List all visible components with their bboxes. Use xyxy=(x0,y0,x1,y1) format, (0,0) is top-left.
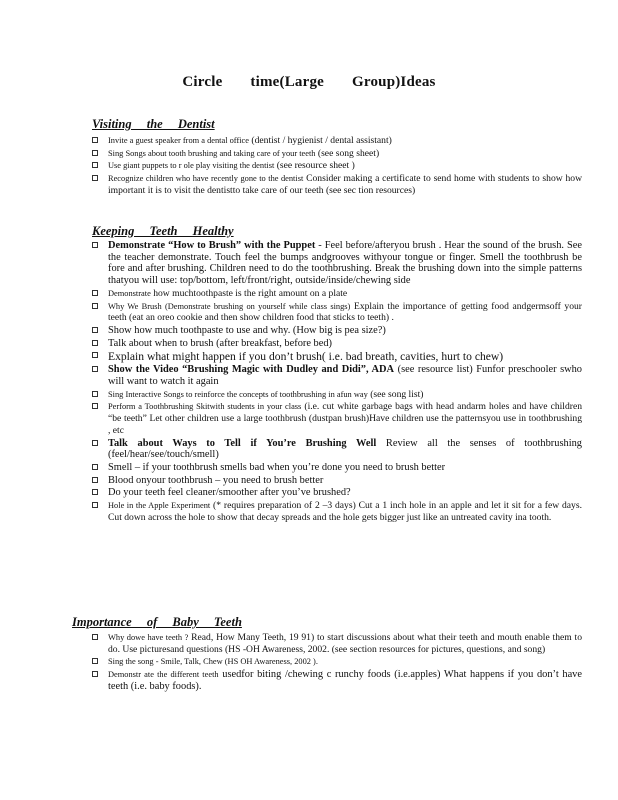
list-item: Show the Video “Brushing Magic with Dudley and Didi”, ADA (see resource list) Funfor preschooler swho will want to watch it again xyxy=(92,364,582,387)
checkbox-icon xyxy=(92,440,98,446)
list-item: Why We Brush (Demonstrate brushing on yourself while class sings) Explain the importance of getting food andgermsoff your teeth (eat an oreo cookie and then show children food that sticks to teeth) . xyxy=(92,301,582,324)
checkbox-icon xyxy=(92,502,98,508)
list-item: Demonstrate how muchtoothpaste is the right amount on a plate xyxy=(92,288,582,300)
checkbox-icon xyxy=(92,634,98,640)
list-visiting-dentist xyxy=(92,135,582,198)
checkbox-icon xyxy=(92,340,98,346)
checkbox-icon xyxy=(92,477,98,483)
checkbox-icon xyxy=(92,489,98,495)
checkbox-icon xyxy=(92,162,98,168)
list-item: Sing the song - Smile, Talk, Chew (HS OH Awareness, 2002 ). xyxy=(92,656,582,668)
section-heading-importance-baby-teeth: Importance of Baby Teeth xyxy=(72,615,242,629)
checkbox-icon xyxy=(92,175,98,181)
checkbox-icon xyxy=(92,303,98,309)
checkbox-icon xyxy=(92,403,98,409)
list-item: Blood onyour toothbrush – you need to brush better xyxy=(92,475,582,487)
checkbox-icon xyxy=(92,366,98,372)
checkbox-icon xyxy=(92,327,98,333)
list-keeping-teeth-healthy xyxy=(92,240,582,524)
list-item: Invite a guest speaker from a dental office (dentist / hygienist / dental assistant) xyxy=(92,135,582,147)
list-item: Perform a Toothbrushing Skitwith students in your class (i.e. cut white garbage bags with head andarm holes and have children “be teeth” Let other children use a large toothbrush (dustpan brush)Have children use the patternsyou use in toothbrushing , etc xyxy=(92,401,582,436)
list-item: Talk about Ways to Tell if You’re Brushing Well Review all the senses of toothbrushing (feel/hear/see/touch/smell) xyxy=(92,438,582,461)
list-item: Talk about when to brush (after breakfast, before bed) xyxy=(92,338,582,350)
list-item: Sing Songs about tooth brushing and taking care of your teeth (see song sheet) xyxy=(92,148,582,160)
checkbox-icon xyxy=(92,464,98,470)
checkbox-icon xyxy=(92,391,98,397)
list-item: Explain what might happen if you don’t brush( i.e. bad breath, cavities, hurt to chew) xyxy=(92,350,582,363)
list-item: Show how much toothpaste to use and why. (How big is pea size?) xyxy=(92,325,582,337)
list-item: Demonstrate “How to Brush” with the Puppet - Feel before/afteryou brush . Hear the sound of the brush. See the teacher demonstrate. Touch feel the bumps andgrooves withyour tongue or finger. Smell the toothbrush be fore and after brushing. Children need to do the toothbrushing. Break the brushing down into the simple patterns thatyou will use: top/bottom, left/front/right, outside/inside/chewing side xyxy=(92,240,582,287)
list-item: Recognize children who have recently gone to the dentist Consider making a certificate to send home with students to show how important it is to visit the dentistto take care of our teeth (see sec tion resources) xyxy=(92,173,582,196)
list-item: Use giant puppets to r ole play visiting the dentist (see resource sheet ) xyxy=(92,160,582,172)
checkbox-icon xyxy=(92,242,98,248)
list-item: Hole in the Apple Experiment (* requires preparation of 2 –3 days) Cut a 1 inch hole in an apple and let it sit for a few days. Cut down across the hole to show that decay spreads and the hole gets bigger just like an untreated cavity ina tooth. xyxy=(92,500,582,523)
list-item: Why dowe have teeth ? Read, How Many Teeth, 19 91) to start discussions about what their teeth and mouth enable them to do. Use picturesand questions (HS -OH Awareness, 2002. (see section resources for pictures, questions, and song) xyxy=(92,632,582,655)
checkbox-icon xyxy=(92,290,98,296)
list-item: Demonstr ate the different teeth usedfor biting /chewing c runchy foods (i.e.apples) What happens if you don’t have teeth (i.e. baby foods). xyxy=(92,669,582,692)
list-item: Sing Interactive Songs to reinforce the concepts of toothbrushing in afun way (see song list) xyxy=(92,389,582,401)
checkbox-icon xyxy=(92,352,98,358)
checkbox-icon xyxy=(92,658,98,664)
section-heading-visiting-dentist: Visiting the Dentist xyxy=(92,117,215,131)
section-heading-keeping-teeth-healthy: Keeping Teeth Healthy xyxy=(92,224,234,238)
list-item: Smell – if your toothbrush smells bad when you’re done you need to brush better xyxy=(92,462,582,474)
page-title: Circle time(Large Group)Ideas xyxy=(182,74,436,90)
checkbox-icon xyxy=(92,150,98,156)
list-item: Do your teeth feel cleaner/smoother after you’ve brushed? xyxy=(92,487,582,499)
checkbox-icon xyxy=(92,137,98,143)
checkbox-icon xyxy=(92,671,98,677)
list-importance-baby-teeth xyxy=(92,632,582,694)
